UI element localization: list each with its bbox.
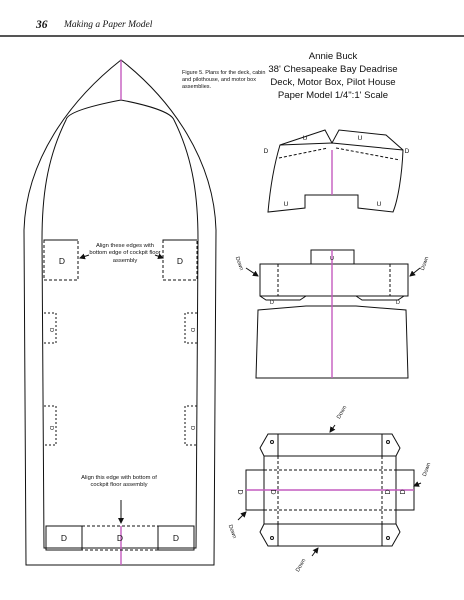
arrow: [246, 268, 258, 276]
model-title-line: Deck, Motor Box, Pilot House: [270, 77, 396, 88]
arrow: [312, 548, 318, 556]
running-title: Making a Paper Model: [64, 20, 153, 30]
motorbox-flap-bottom-left: [260, 524, 278, 546]
tab-label: U: [283, 201, 289, 208]
tab-label: D: [400, 489, 407, 495]
arrow: [330, 425, 335, 432]
motorbox-bottom: [278, 524, 382, 546]
punch-hole: [271, 441, 274, 444]
deck-tab-labels: [59, 256, 183, 543]
cabin-plan: [268, 130, 403, 212]
tab-label: D: [58, 256, 66, 266]
deck-plan: [24, 60, 216, 565]
motorbox-flap-top-right: [382, 434, 400, 456]
model-title-line: Annie Buck: [308, 51, 358, 62]
align-note-top: Align these edges with bottom edge of cockpit floor assembly: [89, 243, 161, 264]
pilothouse-plan: [246, 250, 420, 378]
tab-label: D: [60, 533, 68, 543]
cabin-fold: [280, 143, 332, 145]
tab-label: D: [176, 256, 184, 266]
tab-label: D: [189, 328, 195, 332]
tab-label: D: [270, 300, 274, 306]
pilothouse-front: [260, 264, 408, 296]
down-label: Down: [233, 256, 245, 272]
down-label: Down: [419, 256, 431, 272]
motorbox-top: [278, 434, 382, 456]
down-label: Down: [295, 557, 308, 574]
tab-label: D: [269, 489, 276, 495]
page-number: 36: [36, 19, 48, 31]
down-label: Down: [336, 404, 349, 421]
pilothouse-tab-left: [260, 296, 306, 300]
arrow: [414, 483, 421, 486]
cabin-fold-dashed: [279, 148, 400, 160]
tab-label: U: [302, 135, 308, 142]
tab-label: D: [48, 426, 54, 430]
down-label: Down: [421, 462, 433, 478]
motorbox-flap-top-left: [260, 434, 278, 456]
down-label: Down: [226, 524, 238, 540]
figure-caption: Figure 5. Plans for the deck, cabin and pilothouse, and motor box assemblies.: [182, 70, 266, 90]
tab-label: D: [116, 533, 124, 543]
tab-label: U: [357, 135, 363, 142]
punch-hole: [387, 537, 390, 540]
model-title-line: 38' Chesapeake Bay Deadrise: [268, 64, 398, 75]
arrow: [155, 255, 163, 258]
tab-label: D: [172, 533, 180, 543]
tab-label: D: [396, 300, 400, 306]
arrow: [410, 268, 420, 276]
model-title-line: Paper Model 1/4":1' Scale: [277, 90, 389, 101]
tab-label: D: [404, 148, 410, 155]
punch-hole: [271, 537, 274, 540]
motorbox-flap-bottom-right: [382, 524, 400, 546]
motorbox-plan: [238, 425, 421, 556]
tab-label: D: [48, 328, 54, 332]
align-note-bottom: Align this edge with bottom of cockpit floor assembly: [81, 475, 157, 489]
tab-label: D: [263, 148, 269, 155]
tab-label: D: [385, 489, 392, 495]
deck-slot-labels: [48, 328, 195, 430]
cabin-outline: [268, 130, 403, 212]
tab-label: U: [376, 201, 382, 208]
tab-label: D: [189, 426, 195, 430]
arrow: [80, 255, 89, 258]
tab-label: D: [236, 489, 243, 495]
punch-hole: [387, 441, 390, 444]
hull-inner-outline: [42, 100, 198, 548]
arrow: [238, 512, 246, 520]
tab-label: U: [330, 256, 334, 262]
